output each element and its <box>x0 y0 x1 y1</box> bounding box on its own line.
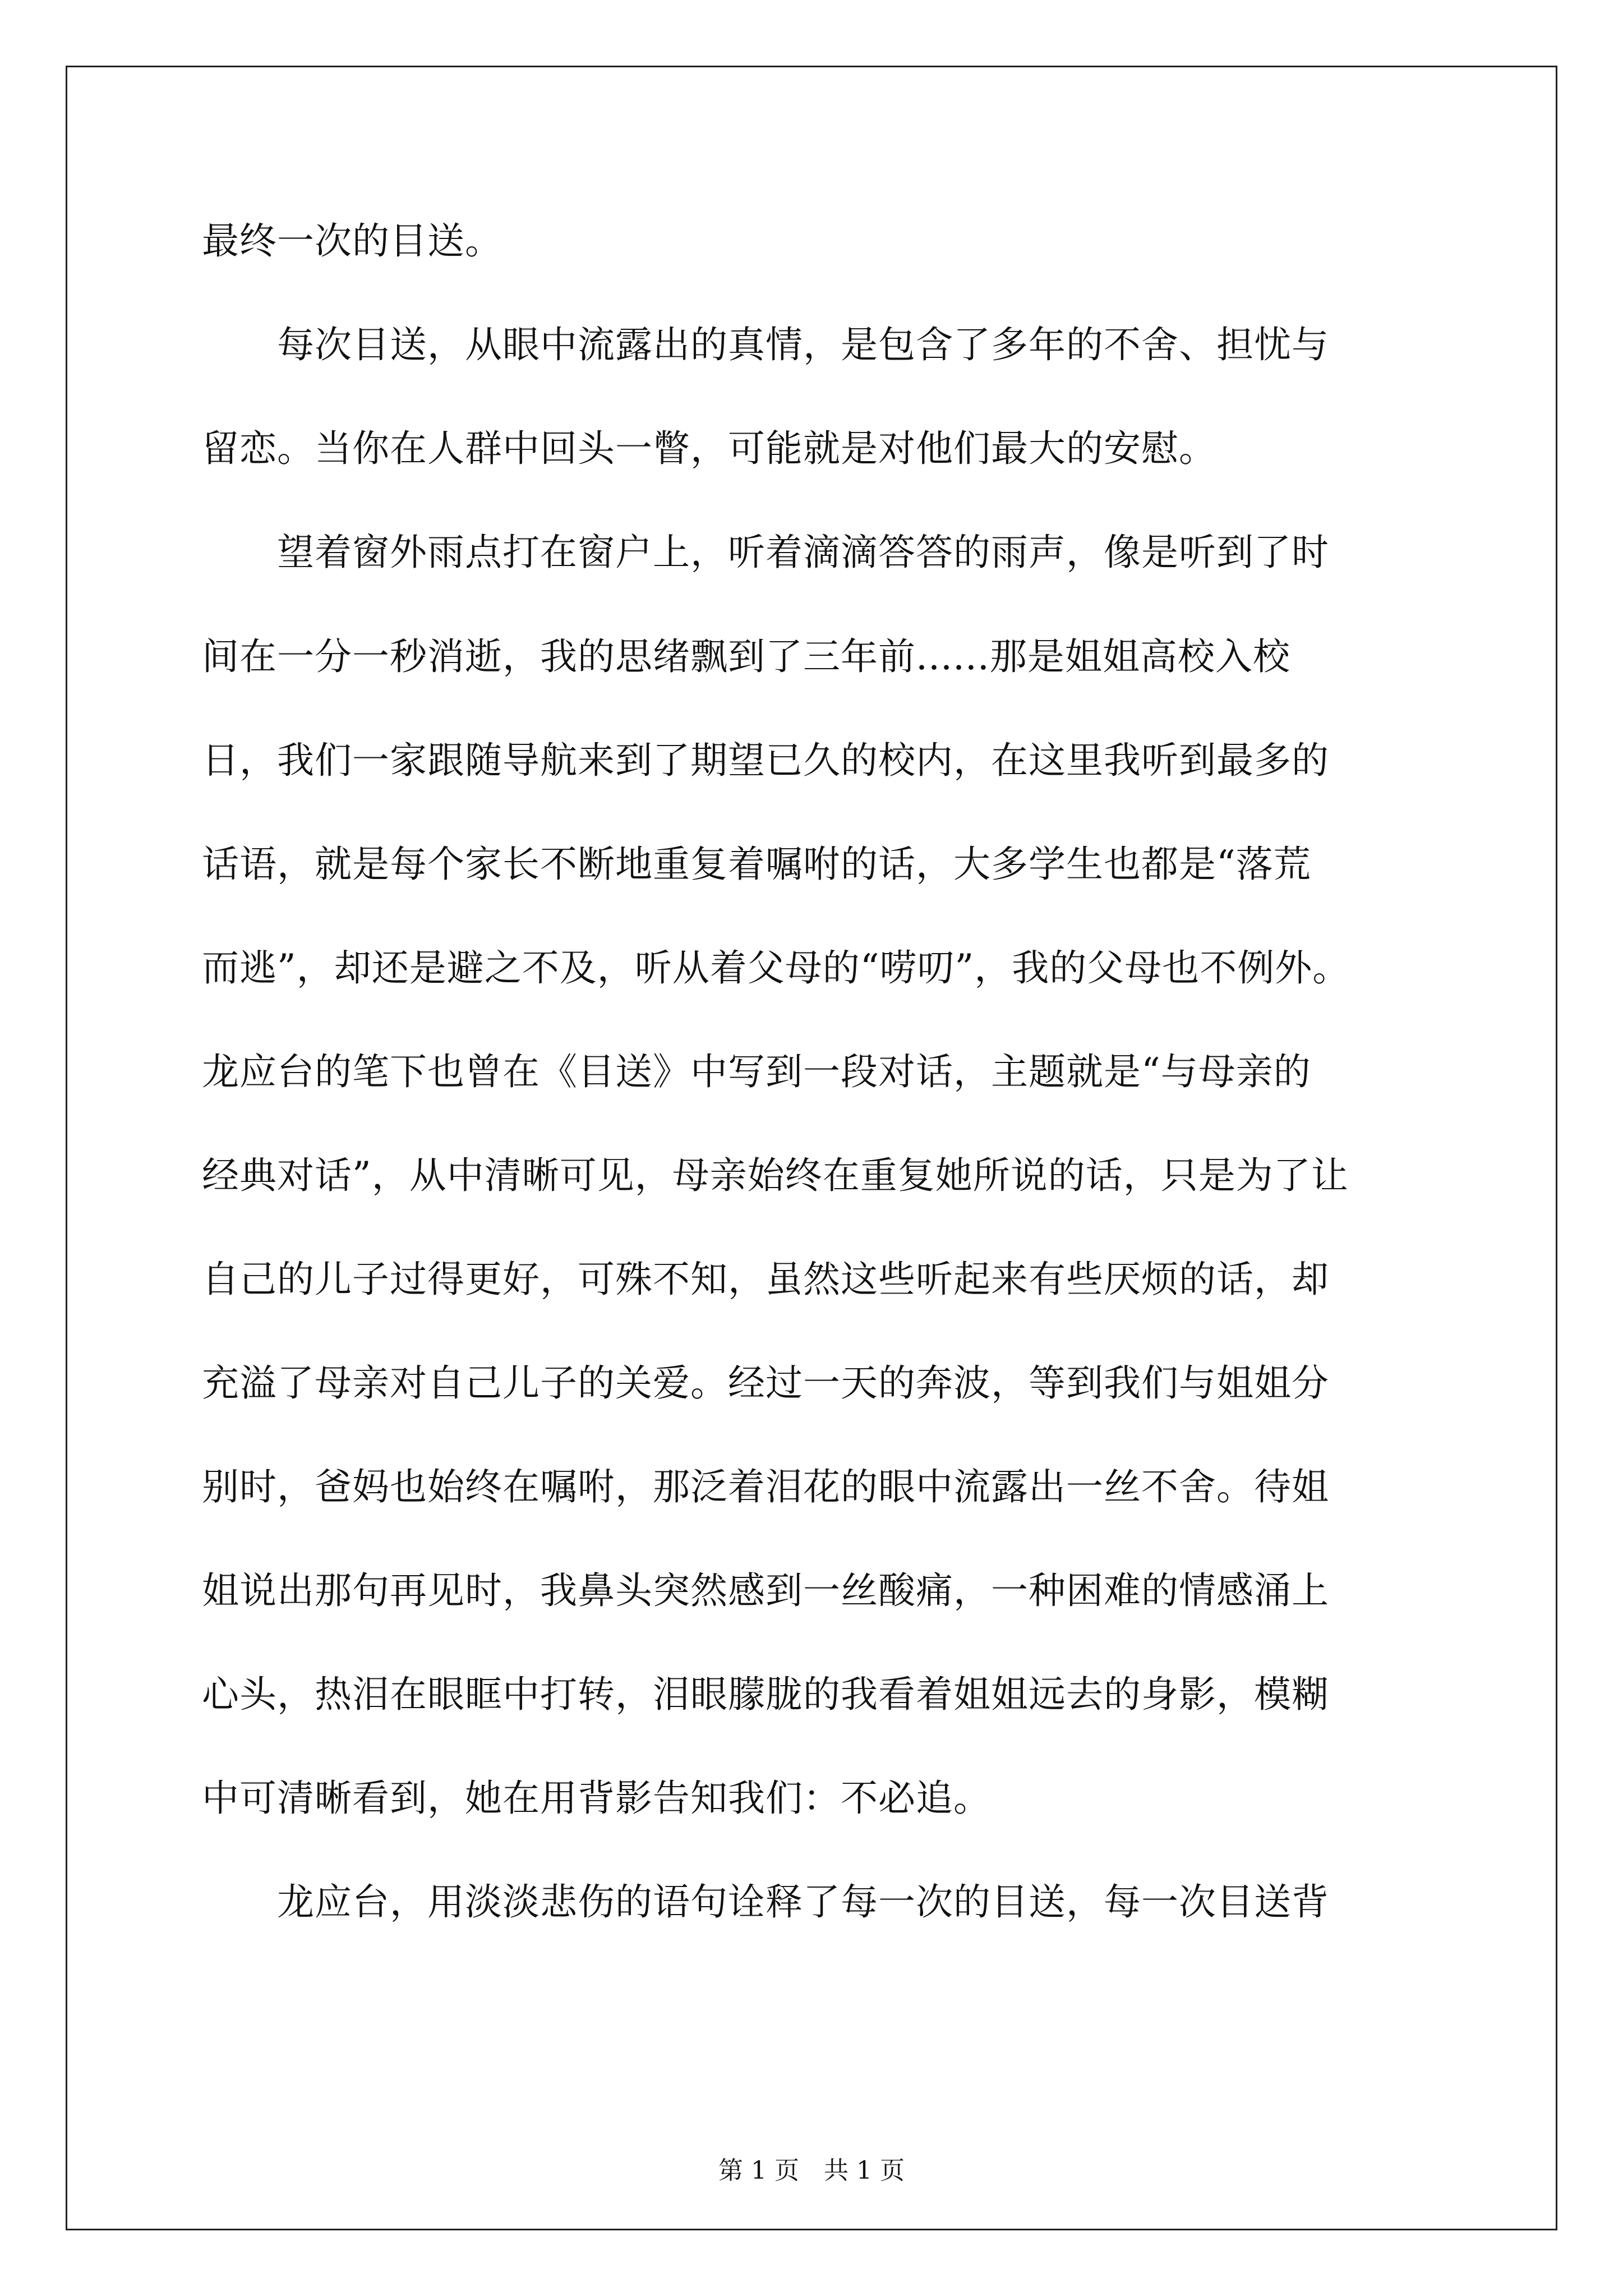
paragraph-line: 自己的儿子过得更好，可殊不知，虽然这些听起来有些厌烦的话，却 <box>202 1258 1329 1301</box>
paragraph-line: 每次目送，从眼中流露出的真情，是包含了多年的不舍、担忧与 <box>202 323 1329 366</box>
paragraph-line: 日，我们一家跟随导航来到了期望已久的校内，在这里我听到最多的 <box>202 739 1329 782</box>
paragraph-line: 姐说出那句再见时，我鼻头突然感到一丝酸痛，一种困难的情感涌上 <box>202 1569 1329 1612</box>
paragraph-line: 中可清晰看到，她在用背影告知我们：不必追。 <box>202 1777 991 1820</box>
paragraph-line: 龙应台的笔下也曾在《目送》中写到一段对话，主题就是“与母亲的 <box>202 1050 1311 1093</box>
paragraph-line: 龙应台，用淡淡悲伤的语句诠释了每一次的目送，每一次目送背 <box>202 1880 1329 1924</box>
paragraph-line: 充溢了母亲对自己儿子的关爱。经过一天的奔波，等到我们与姐姐分 <box>202 1361 1329 1405</box>
paragraph-line: 间在一分一秒消逝，我的思绪飘到了三年前......那是姐姐高校入校 <box>202 635 1290 678</box>
paragraph-line: 最终一次的目送。 <box>202 219 502 263</box>
paragraph-line: 话语，就是每个家长不断地重复着嘱咐的话，大多学生也都是“落荒 <box>202 843 1311 886</box>
page-number-footer: 第 1 页 共 1 页 <box>718 2156 905 2185</box>
paragraph-line: 望着窗外雨点打在窗户上，听着滴滴答答的雨声，像是听到了时 <box>202 531 1329 574</box>
paragraph-line: 心头，热泪在眼眶中打转，泪眼朦胧的我看着姐姐远去的身影，模糊 <box>202 1673 1329 1716</box>
paragraph-line: 别时，爸妈也始终在嘱咐，那泛着泪花的眼中流露出一丝不舍。待姐 <box>202 1465 1329 1508</box>
paragraph-line: 而逃”，却还是避之不及，听从着父母的“唠叨”，我的父母也不例外。 <box>202 946 1350 990</box>
paragraph-line: 留恋。当你在人群中回头一瞥，可能就是对他们最大的安慰。 <box>202 427 1216 470</box>
paragraph-line: 经典对话”，从中清晰可见，母亲始终在重复她所说的话，只是为了让 <box>202 1154 1349 1197</box>
